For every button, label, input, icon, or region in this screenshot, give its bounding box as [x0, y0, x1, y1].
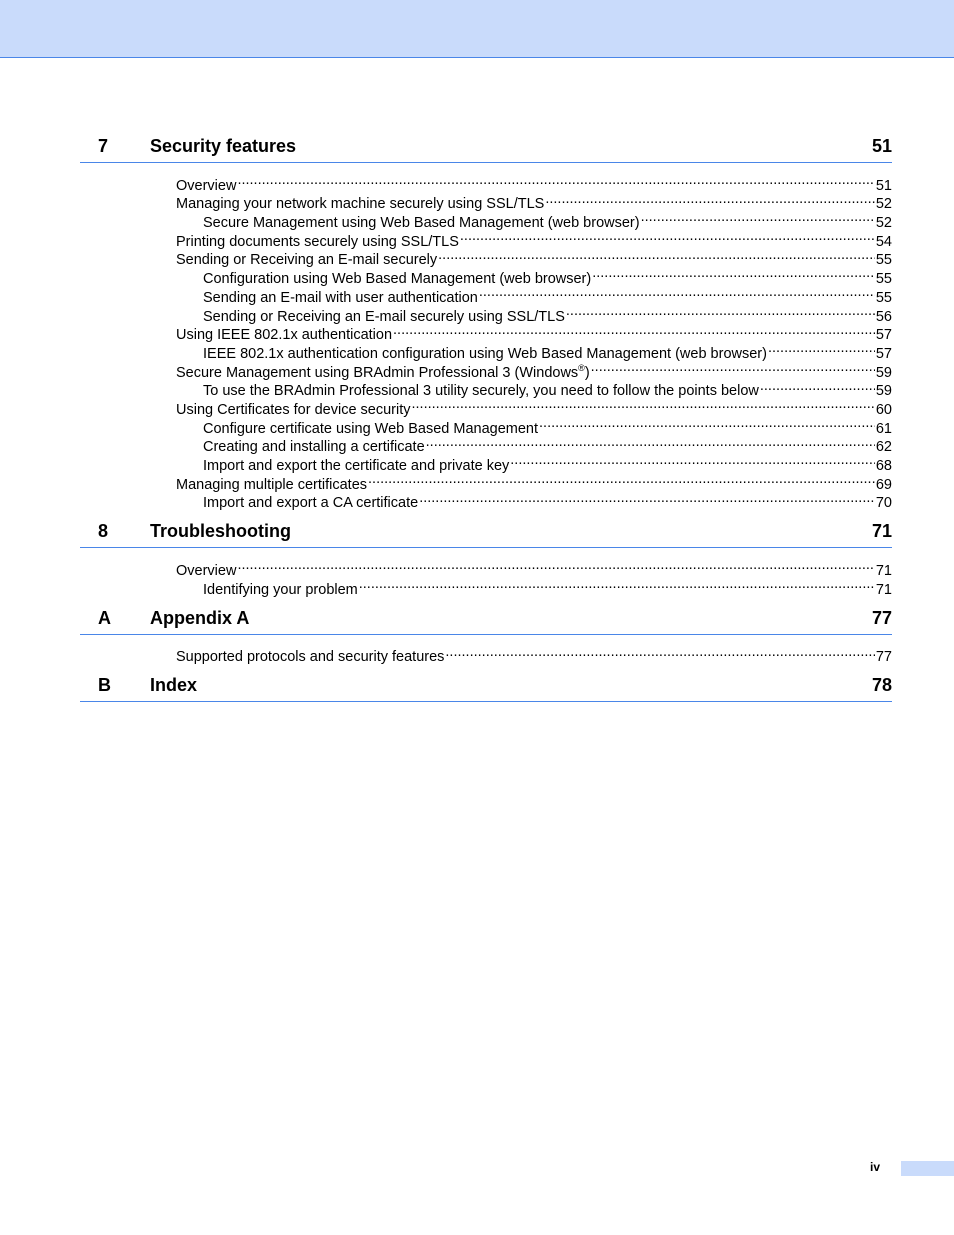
toc-entry-text: Managing multiple certificates: [176, 476, 368, 493]
toc-entry-text: Sending or Receiving an E-mail securely using SSL/TLS: [203, 308, 565, 325]
toc-entry-page: 55: [875, 252, 892, 269]
toc-entry-title: [176, 195, 544, 214]
chapter-page: 77: [871, 607, 892, 628]
toc-entry[interactable]: [80, 227, 892, 250]
toc-entry-title: [176, 364, 590, 383]
toc-entry-text: Managing your network machine securely using SSL/TLS: [176, 196, 545, 213]
toc-entry-page: 59: [875, 364, 892, 381]
chapter-number: A: [98, 607, 111, 628]
dot-leader: [412, 395, 875, 414]
toc-entry-title: [176, 401, 411, 420]
toc-entry-title: [203, 581, 358, 600]
toc-entry-text: Supported protocols and security features: [176, 649, 445, 666]
dot-leader: [237, 556, 874, 575]
dot-leader: [359, 575, 875, 594]
toc-entry-text: Overview: [176, 563, 237, 580]
dot-leader: [641, 208, 875, 227]
toc-entry-page: 55: [875, 289, 892, 306]
toc-entry-text: Import and export a CA certificate: [203, 495, 419, 512]
dot-leader: [237, 171, 874, 190]
toc-entry-text: IEEE 802.1x authentication configuration using Web Based Management (web browser): [203, 345, 767, 362]
toc-entry-page: 71: [875, 563, 892, 580]
dot-leader: [479, 283, 875, 302]
toc-entry[interactable]: [80, 321, 892, 344]
toc-entry-text: Using Certificates for device security: [176, 401, 411, 418]
toc-entry-page: 56: [875, 308, 892, 325]
registered-mark: ®: [578, 362, 585, 373]
dot-leader: [539, 414, 875, 433]
toc-entry[interactable]: [80, 556, 892, 580]
toc-entry-page: 69: [875, 476, 892, 493]
toc-entry-text: Printing documents securely using SSL/TLS: [176, 233, 459, 250]
toc-entry-page: 71: [875, 581, 892, 598]
toc-entry-text: Import and export the certificate and private key: [203, 458, 510, 474]
toc-entry-page: 70: [875, 495, 892, 512]
footer-band: [901, 1161, 954, 1176]
toc-entry-page: 57: [875, 345, 892, 362]
toc-entry-text: Secure Management using Web Based Management (web browser): [203, 215, 640, 232]
chapter-page: 78: [871, 675, 892, 696]
toc-entry-text: Configuration using Web Based Management (web browser): [203, 271, 592, 288]
chapter-title: Index: [150, 675, 198, 696]
chapter-number: B: [98, 675, 111, 696]
toc-entry-page: 59: [875, 383, 892, 400]
toc-entry[interactable]: [80, 302, 892, 325]
toc-entry-title: [203, 438, 425, 457]
chapter-title: Security features: [150, 136, 297, 156]
dot-leader: [419, 489, 875, 508]
toc-entry-page: 62: [875, 439, 892, 456]
toc-entry-page: 60: [875, 401, 892, 418]
chapter-heading[interactable]: [80, 521, 892, 548]
chapter-number: 8: [98, 521, 109, 542]
dot-leader: [393, 321, 875, 340]
toc-entry-page: 57: [875, 327, 892, 344]
dot-leader: [545, 190, 875, 209]
toc-entry[interactable]: [80, 451, 892, 474]
toc-entry-page: 51: [875, 177, 892, 194]
toc-entry-title: [176, 648, 444, 667]
toc-entry-title: [176, 233, 459, 252]
page-number: iv: [870, 1160, 881, 1174]
header-band: [0, 0, 954, 58]
toc-entry-page: 77: [875, 649, 892, 666]
toc-entry-title: [203, 494, 418, 513]
toc-entry-text: Sending or Receiving an E-mail securely: [176, 252, 438, 269]
chapter-page: 71: [871, 521, 892, 542]
chapter-heading[interactable]: [80, 136, 892, 163]
toc-entry[interactable]: [80, 643, 892, 666]
dot-leader: [368, 470, 875, 489]
toc-entry[interactable]: [80, 395, 892, 418]
toc-entry-title: [176, 326, 392, 345]
chapter-number: 7: [98, 136, 109, 156]
table-of-contents: [80, 136, 892, 714]
toc-entry-title: [176, 251, 437, 270]
chapter-title: Troubleshooting: [150, 521, 291, 542]
toc-entry-text: To use the BRAdmin Professional 3 utility securely, you need to follow the points below: [203, 383, 759, 400]
toc-entry-text: Overview: [176, 177, 237, 194]
toc-entry-page: 68: [875, 458, 892, 474]
toc-entry-text: Secure Management using BRAdmin Professional 3 (Windows: [176, 364, 579, 381]
dot-leader: [426, 433, 875, 452]
toc-entry-text: Sending an E-mail with user authentication: [203, 289, 478, 306]
dot-leader: [566, 302, 875, 321]
toc-entry-page: 52: [875, 215, 892, 232]
toc-entry[interactable]: [80, 171, 892, 194]
dot-leader: [438, 246, 875, 265]
toc-chapter: [80, 136, 892, 512]
toc-entry-page: 61: [875, 420, 892, 437]
chapter-page: 51: [871, 136, 892, 156]
toc-entry-title: [176, 177, 236, 196]
dot-leader: [591, 358, 875, 377]
toc-entry[interactable]: [80, 433, 892, 456]
toc-entry-title: [176, 476, 367, 495]
dot-leader: [768, 339, 875, 358]
toc-entry-text: Using IEEE 802.1x authentication: [176, 327, 393, 344]
toc-entry-page: 55: [875, 271, 892, 288]
toc-chapter: [80, 675, 892, 702]
toc-entry-text: Identifying your problem: [203, 581, 358, 598]
toc-entry-title: [203, 289, 478, 308]
dot-leader: [510, 451, 875, 470]
chapter-title: Appendix A: [150, 607, 250, 628]
dot-leader: [460, 227, 875, 246]
chapter-heading[interactable]: [80, 675, 892, 702]
toc-entry[interactable]: [80, 283, 892, 306]
toc-entry-title: [176, 562, 236, 581]
toc-entry-text: Configure certificate using Web Based Management: [203, 420, 539, 437]
chapter-heading[interactable]: [80, 608, 892, 635]
toc-chapter: [80, 608, 892, 664]
dot-leader: [760, 377, 875, 396]
toc-entry-page: 54: [875, 233, 892, 250]
dot-leader: [592, 264, 875, 283]
dot-leader: [445, 643, 874, 662]
toc-entry-text-suffix: ): [584, 364, 590, 381]
toc-entry-text: Creating and installing a certificate: [203, 439, 425, 456]
toc-entry[interactable]: [80, 470, 892, 493]
toc-entry-page: 52: [875, 196, 892, 213]
toc-chapter: [80, 521, 892, 598]
